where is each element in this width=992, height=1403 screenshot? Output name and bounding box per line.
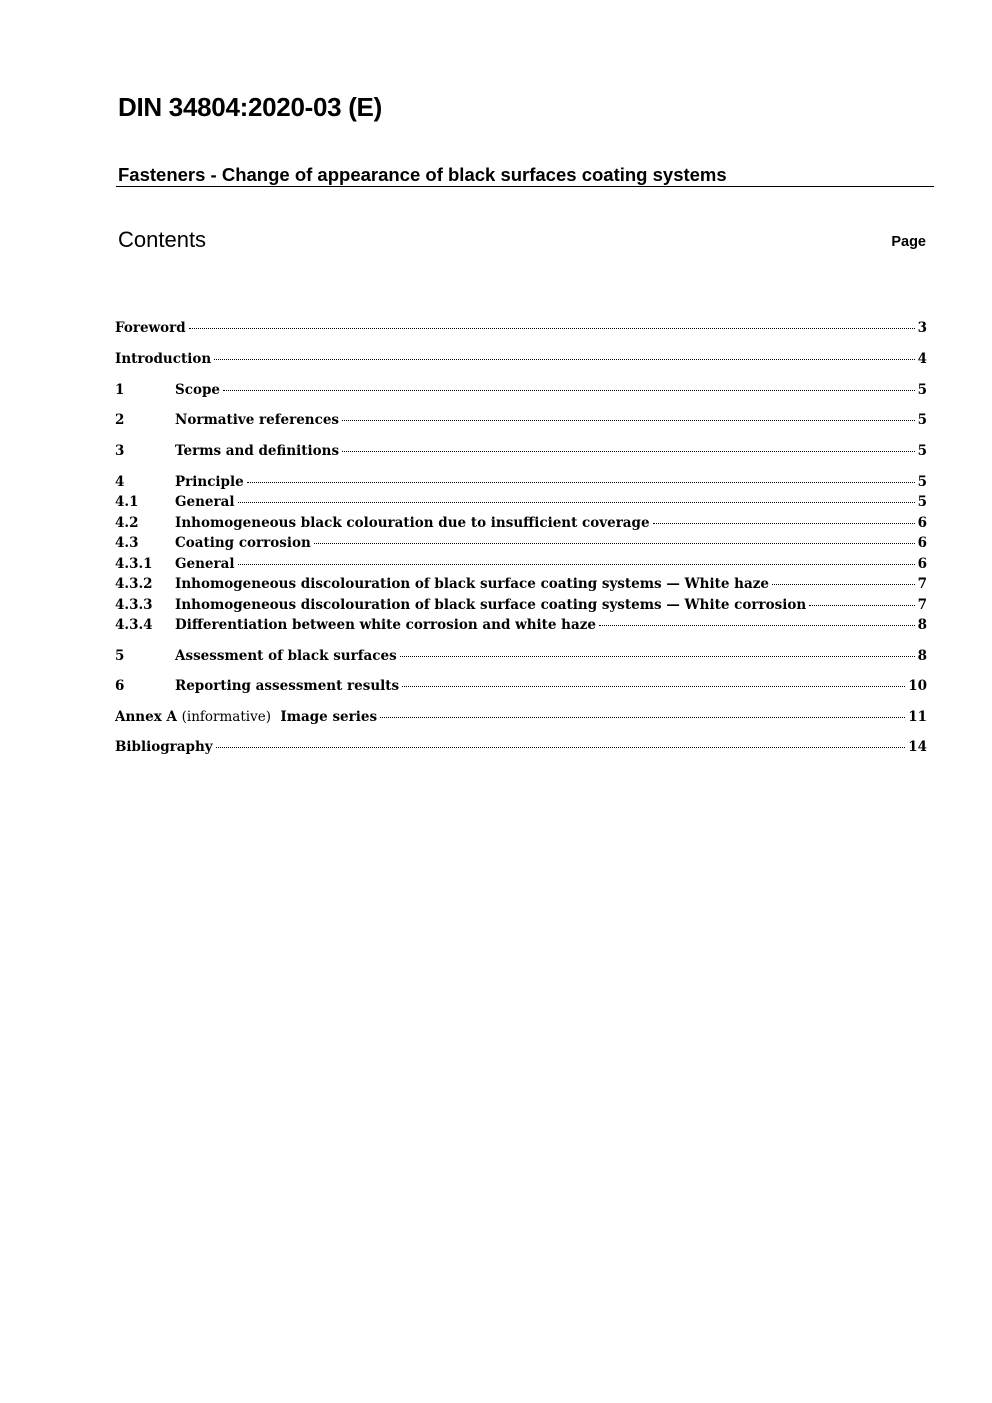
toc-entry-page: 5 (917, 412, 927, 428)
toc-entry-title: Inhomogeneous discolouration of black surface coating systems — White haze (175, 576, 769, 592)
toc-entry-3[interactable] (115, 441, 927, 461)
toc-leader-dots (342, 420, 915, 421)
toc-entry-4-3[interactable] (115, 533, 927, 553)
toc-leader-dots (772, 584, 915, 585)
toc-entry-6[interactable] (115, 676, 927, 696)
toc-leader-dots (223, 390, 915, 391)
toc-entry-2[interactable] (115, 410, 927, 430)
toc-leader-dots (238, 564, 915, 565)
toc-entry-number: 4 (115, 474, 125, 490)
toc-entry-page: 5 (917, 443, 927, 459)
toc-entry-introduction[interactable] (115, 349, 927, 369)
toc-entry-number: 4.3.2 (115, 576, 153, 592)
toc-entry-number: 2 (115, 412, 125, 428)
toc-entry-page: 11 (908, 709, 927, 725)
toc-entry-title: Reporting assessment results (175, 678, 400, 694)
toc-entry-foreword[interactable] (115, 318, 927, 338)
toc-entry-4-3-1[interactable] (115, 554, 927, 574)
toc-leader-dots (400, 656, 915, 657)
annex-label: Annex A (115, 709, 177, 725)
toc-entry-4-3-2[interactable] (115, 574, 927, 594)
toc-leader-dots (314, 543, 915, 544)
toc-entry-number: 4.3.3 (115, 597, 153, 613)
toc-entry-page: 10 (908, 678, 927, 694)
toc-entry-number: 1 (115, 382, 125, 398)
toc-entry-page: 8 (917, 648, 927, 664)
toc-entry-page: 4 (917, 351, 927, 367)
toc-entry-page: 5 (917, 474, 927, 490)
annex-type: (informative) (181, 709, 271, 725)
toc-entry-4-2[interactable] (115, 513, 927, 533)
toc-entry-bibliography[interactable] (115, 737, 927, 757)
toc-entry-title: Differentiation between white corrosion and white haze (175, 617, 596, 633)
toc-entry-number: 4.3.1 (115, 556, 153, 572)
toc-entry-title: Principle (175, 474, 244, 490)
toc-entry-title: Foreword (115, 320, 186, 336)
toc-entry-page: 6 (917, 535, 927, 551)
toc-entry-page: 3 (917, 320, 927, 336)
toc-leader-dots (214, 359, 914, 360)
toc-entry-4[interactable] (115, 472, 927, 492)
toc-entry-number: 4.3.4 (115, 617, 153, 633)
toc-entry-number: 4.3 (115, 535, 139, 551)
toc-leader-dots (342, 451, 915, 452)
toc-entry-title (115, 707, 377, 727)
toc-entry-title: Assessment of black surfaces (175, 648, 397, 664)
toc-entry-title: General (175, 556, 235, 572)
toc-leader-dots (216, 747, 906, 748)
page-column-label: Page (891, 234, 926, 250)
toc-entry-page: 7 (917, 576, 927, 592)
document-id: DIN 34804:2020-03 (E) (118, 92, 382, 122)
toc-entry-title: Inhomogeneous black colouration due to insufficient coverage (175, 515, 650, 531)
toc-entry-number: 4.1 (115, 494, 139, 510)
toc-entry-page: 6 (917, 556, 927, 572)
toc-leader-dots (809, 605, 914, 606)
toc-leader-dots (238, 502, 915, 503)
toc-entry-title: Introduction (115, 351, 212, 367)
toc-entry-number: 6 (115, 678, 125, 694)
toc-entry-page: 8 (917, 617, 927, 633)
toc-entry-title: General (175, 494, 235, 510)
toc-entry-4-3-4[interactable] (115, 615, 927, 635)
toc-leader-dots (599, 625, 915, 626)
toc-entry-number: 5 (115, 648, 125, 664)
toc-leader-dots (247, 482, 915, 483)
toc-entry-title: Bibliography (115, 739, 213, 755)
toc-entry-page: 7 (917, 597, 927, 613)
toc-leader-dots (380, 717, 905, 718)
toc-entry-page: 6 (917, 515, 927, 531)
toc-entry-title: Terms and definitions (175, 443, 340, 459)
toc-entry-5[interactable] (115, 646, 927, 666)
toc-leader-dots (402, 686, 905, 687)
toc-entry-title: Normative references (175, 412, 340, 428)
annex-title: Image series (280, 709, 378, 725)
toc-leader-dots (189, 328, 915, 329)
toc-entry-4-1[interactable] (115, 492, 927, 512)
toc-entry-annex-a[interactable] (115, 707, 927, 727)
toc-entry-page: 5 (917, 382, 927, 398)
toc-leader-dots (653, 523, 915, 524)
contents-heading: Contents (118, 227, 207, 252)
toc-entry-number: 3 (115, 443, 125, 459)
toc-entry-title: Scope (175, 382, 221, 398)
document-title: Fasteners - Change of appearance of black surfaces coating systems (116, 163, 934, 187)
toc-entry-4-3-3[interactable] (115, 595, 927, 615)
toc-entry-title: Inhomogeneous discolouration of black surface coating systems — White corrosion (175, 597, 807, 613)
toc-entry-1[interactable] (115, 380, 927, 400)
toc-entry-title: Coating corrosion (175, 535, 311, 551)
toc-entry-page: 14 (908, 739, 927, 755)
toc-entry-page: 5 (917, 494, 927, 510)
toc-entry-number: 4.2 (115, 515, 139, 531)
